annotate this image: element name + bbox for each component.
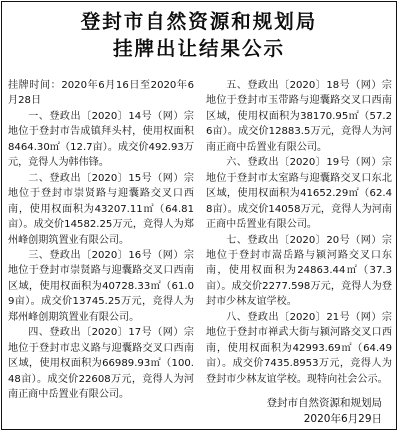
parcel-item-1: 一、登政出〔2020〕14号（网）宗地位于登封市告成镇拜头村，使用权面积8464.30㎡（12.7亩）。成交价492.93万元，竞得人为韩伟锋。 — [8, 110, 194, 169]
parcel-item-3: 三、登政出〔2020〕16号（网）宗地位于登封市崇贤路与迎囊路交叉口西南区域，使用权面积为40728.33㎡（61.09亩）。成交价13745.25万元，竞得人为郑州峰创期筑置业有限公司。 — [8, 249, 194, 323]
listing-period: 挂牌时间：2020年6月16日至2020年6月28日 — [8, 80, 194, 107]
notice-body — [8, 78, 392, 425]
issue-date: 2020年6月29日 — [303, 413, 382, 426]
parcel-item-4: 四、登政出〔2020〕17号（网）宗地位于登封市忠义路与迎囊路交叉口西南区域，使用权面积为66989.93㎡（100.48亩）。成交价22608万元，竞得人为河南正商中岳置业有限公司。 — [8, 327, 194, 401]
parcel-item-7: 七、登政出〔2020〕20号（网）宗地位于登封市嵩岳路与颍河路交叉口东南，使用权面积为24863.44㎡（37.3亩）。成交价2277.598万元，竞得人为登封市少林友谊学校。 — [206, 234, 392, 308]
parcel-item-6: 六、登政出〔2020〕19号（网）宗地位于登封市太室路与迎囊路交叉口东北区域，使用权面积为41652.29㎡（62.48亩）。成交价14058万元，竞得人为河南正商中岳置业有限公司。 — [206, 157, 392, 231]
parcel-item-2: 二、登政出〔2020〕15号（网）宗地位于登封市崇贤路与迎囊路交叉口西南，使用权面积为43207.11㎡（64.81亩）。成交价14582.25万元，竞得人为郑州峰创期筑置业有限公司。 — [8, 172, 194, 246]
issuer-signature: 登封市自然资源和规划局 — [266, 397, 382, 410]
parcel-item-8: 八、登政出〔2020〕21号（网）宗地位于登封市禅武大街与颍河路交叉口西南，使用权面积为42993.69㎡（64.49亩）。成交价7435.8953万元，竞得人为登封市少林友谊学校。现特向社会公示。 — [206, 311, 392, 385]
parcel-item-5: 五、登政出〔2020〕18号（网）宗地位于登封市玉带路与迎囊路交叉口西南区域，使用权面积为38170.95㎡（57.26亩）。成交价12883.5万元，竞得人为河南正商中岳置业有限公司。 — [206, 80, 392, 153]
left-column — [8, 78, 194, 403]
right-column — [206, 78, 392, 427]
notice-title: 登封市自然资源和规划局 — [80, 10, 318, 33]
notice-subtitle: 挂牌出让结果公示 — [112, 37, 285, 60]
notice-board — [1, 1, 397, 430]
